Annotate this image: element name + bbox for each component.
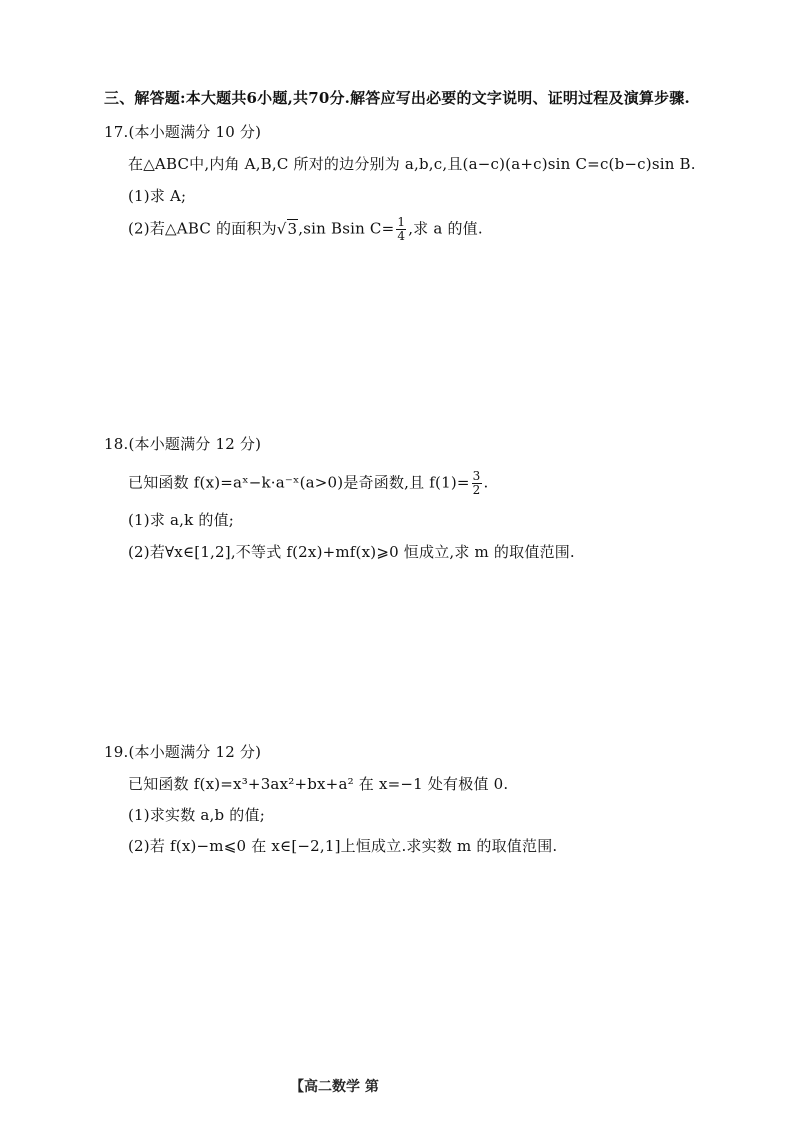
fraction-numerator: 3 (472, 469, 481, 483)
fraction-three-halves (472, 470, 482, 497)
problem-18-part1: (1)求 a,k 的值; (128, 511, 235, 529)
problem-18-statement (128, 470, 488, 497)
problem-19-title: 19.(本小题满分 12 分) (104, 743, 262, 761)
fraction-one-quarter (396, 216, 406, 243)
problem-17-part2-middle: ,sin Bsin C= (298, 219, 395, 238)
page-footer: 【高二数学 第 (290, 1079, 379, 1095)
problem-18-part2: (2)若∀x∈[1,2],不等式 f(2x)+mf(x)⩾0 恒成立,求 m 的取值范围. (128, 543, 575, 561)
problem-19-part1: (1)求实数 a,b 的值; (128, 806, 265, 824)
problem-17-title: 17.(本小题满分 10 分) (104, 123, 262, 141)
sqrt-expression (277, 217, 299, 241)
problem-18-statement-suffix: . (483, 473, 489, 492)
sqrt-sign: √ (276, 219, 287, 238)
fraction-denominator: 2 (472, 483, 481, 497)
fraction-denominator: 4 (397, 229, 406, 243)
section-header: 三、解答题:本大题共6小题,共70分.解答应写出必要的文字说明、证明过程及演算步骤. (104, 89, 690, 107)
problem-19-statement: 已知函数 f(x)=x³+3ax²+bx+a² 在 x=−1 处有极值 0. (128, 775, 509, 793)
problem-17-part2 (128, 216, 483, 243)
problem-17-statement: 在△ABC中,内角 A,B,C 所对的边分别为 a,b,c,且(a−c)(a+c)sin C=c(b−c)sin B. (128, 155, 696, 173)
problem-17-part1: (1)求 A; (128, 187, 187, 205)
problem-19-part2: (2)若 f(x)−m⩽0 在 x∈[−2,1]上恒成立.求实数 m 的取值范围. (128, 837, 558, 855)
problem-17-part2-suffix: ,求 a 的值. (408, 219, 483, 238)
fraction-numerator: 1 (397, 215, 406, 229)
problem-18-title: 18.(本小题满分 12 分) (104, 435, 262, 453)
sqrt-radicand: 3 (287, 219, 298, 238)
problem-17-part2-prefix: (2)若△ABC 的面积为 (128, 219, 277, 238)
problem-18-statement-prefix: 已知函数 f(x)=aˣ−k·a⁻ˣ(a>0)是奇函数,且 f(1)= (128, 473, 470, 492)
